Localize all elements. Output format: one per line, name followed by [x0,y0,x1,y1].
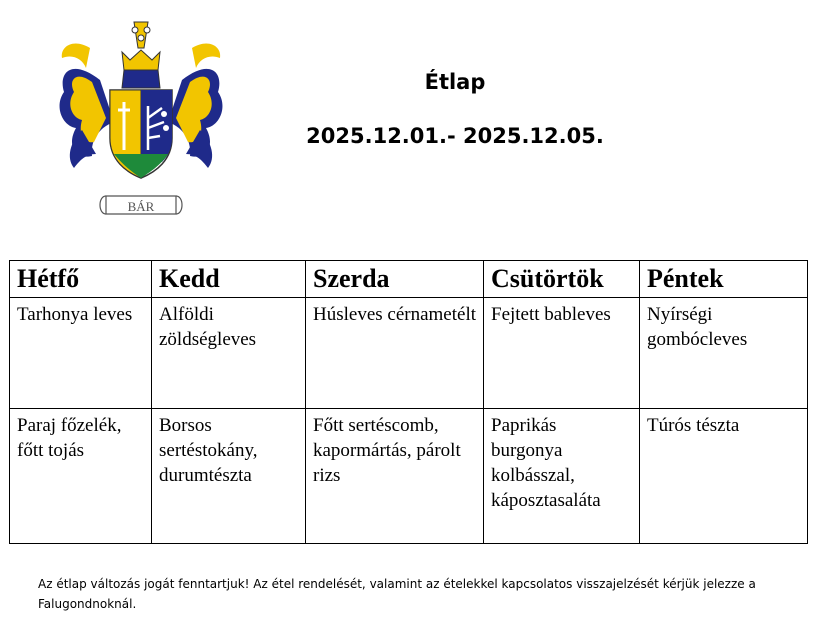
menu-cell: Túrós tészta [640,409,808,544]
coat-of-arms-logo [52,18,230,222]
menu-cell: Alföldi zöldségleves [152,298,306,409]
menu-cell: Húsleves cérnametélt [306,298,484,409]
banner-text: BÁR [127,199,155,214]
date-range: 2025.12.01.- 2025.12.05. [306,124,604,148]
menu-cell: Borsos sertéstokány, durumtészta [152,409,306,544]
menu-cell: Paprikás burgonya kolbásszal, káposztasaláta [484,409,640,544]
menu-cell: Főtt sertéscomb, kapormártás, párolt rizs [306,409,484,544]
menu-cell: Fejtett bableves [484,298,640,409]
menu-cell: Tarhonya leves [10,298,152,409]
day-header-thursday: Csütörtök [484,261,640,298]
table-row-mains [10,409,808,544]
day-header-friday: Péntek [640,261,808,298]
day-header-monday: Hétfő [10,261,152,298]
day-header-tuesday: Kedd [152,261,306,298]
menu-cell: Paraj főzelék, főtt tojás [10,409,152,544]
weekly-menu-table [9,260,808,544]
footer-note: Az étlap változás jogát fenntartjuk! Az étel rendelését, valamint az ételekkel kapcsolatos visszajelzését kérjük jelezze a Falugondnoknál. [38,577,756,611]
menu-cell: Nyírségi gombócleves [640,298,808,409]
table-header-row [10,261,808,298]
page-title: Étlap [424,70,486,94]
table-row-soups [10,298,808,409]
day-header-wednesday: Szerda [306,261,484,298]
